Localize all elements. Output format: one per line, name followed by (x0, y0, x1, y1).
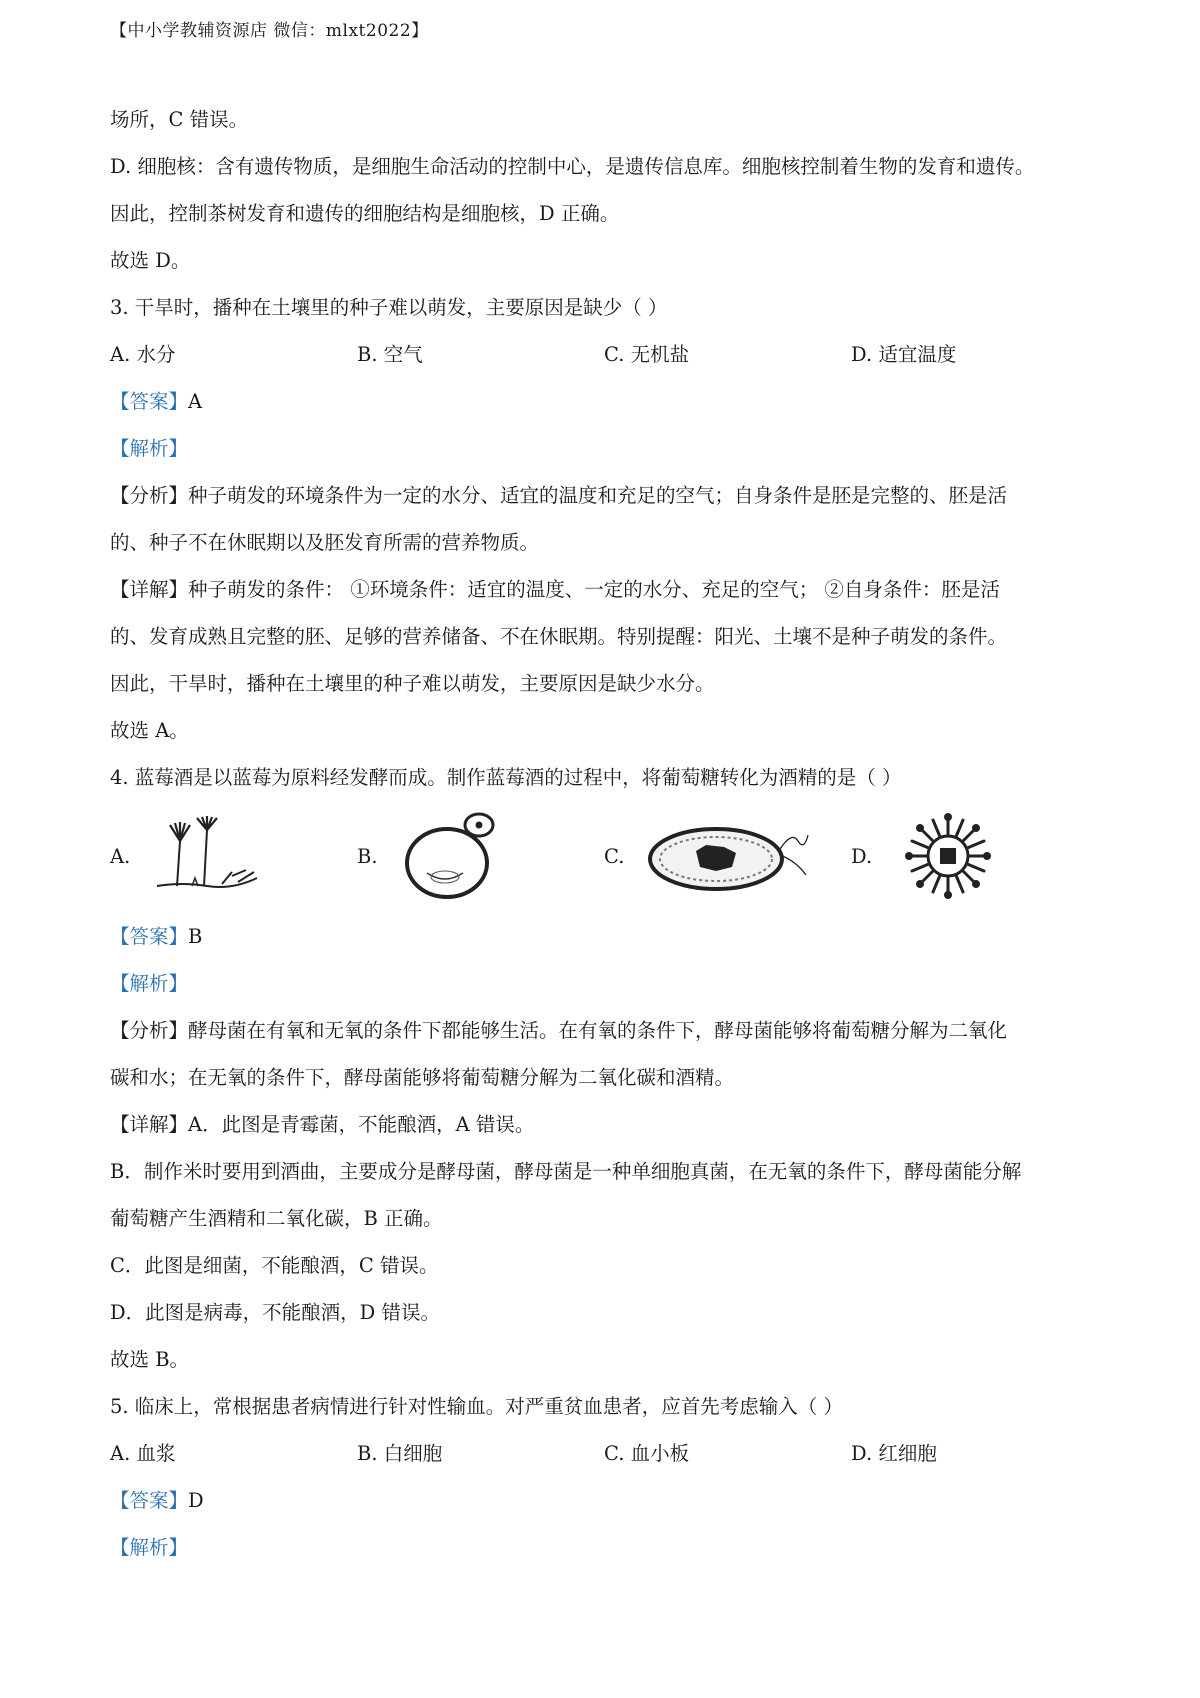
analysis-heading (110, 960, 1100, 1007)
xiangjie-line (110, 566, 1100, 613)
yeast-icon (399, 811, 509, 901)
image-option-b (357, 811, 604, 901)
xiangjie-line: 因此，干旱时，播种在土壤里的种子难以萌发，主要原因是缺少水分。 (110, 672, 715, 695)
fenxi-text: 种子萌发的环境条件为一定的水分、适宜的温度和充足的空气；自身条件是胚是完整的、胚是活 (188, 484, 1008, 507)
watermark-header: 【中小学教辅资源店 微信：mlxt2022】 (110, 21, 429, 41)
text-line: 场所，C 错误。 (110, 108, 249, 131)
xiangjie-tag: 【详解】 (110, 578, 189, 601)
document-body (110, 96, 1100, 1571)
answer-tag: 【答案】 (110, 925, 189, 948)
analysis-tag: 【解析】 (110, 972, 189, 995)
xiangjie-text: 种子萌发的条件： ①环境条件：适宜的温度、一定的水分、充足的空气； ②自身条件：胚是活 (188, 578, 1000, 601)
option-c: C. 无机盐 (604, 343, 690, 366)
option-c: C. 血小板 (604, 1442, 690, 1465)
answer-line (110, 913, 1100, 960)
xiangjie-tag: 【详解】 (110, 1113, 189, 1136)
fenxi-line (110, 472, 1100, 519)
question-5-options (110, 1430, 1100, 1477)
image-option-c (604, 811, 851, 901)
analysis-heading (110, 1524, 1100, 1571)
xiangjie-text: A．此图是青霉菌，不能酿酒，A 错误。 (188, 1113, 535, 1136)
fenxi-text: 酵母菌在有氧和无氧的条件下都能够生活。在有氧的条件下，酵母菌能够将葡萄糖分解为二氧化 (188, 1019, 1008, 1042)
answer-value: D (188, 1489, 204, 1512)
option-b: B. 空气 (357, 343, 423, 366)
option-label: B. (357, 844, 378, 868)
fenxi-line (110, 1007, 1100, 1054)
fenxi-line: 的、种子不在休眠期以及胚发育所需的营养物质。 (110, 531, 540, 554)
option-label: C. (604, 844, 625, 868)
text-line: 故选 D。 (110, 249, 191, 272)
question-3-options (110, 331, 1100, 378)
question-4-image-options (110, 801, 1100, 911)
option-b: B. 白细胞 (357, 1442, 443, 1465)
option-d: D. 红细胞 (851, 1442, 937, 1465)
text-line: 因此，控制茶树发育和遗传的细胞结构是细胞核，D 正确。 (110, 202, 620, 225)
answer-value: A (188, 390, 203, 413)
image-option-d (851, 811, 1098, 901)
option-label: A. (110, 844, 131, 868)
conclusion-line: 故选 B。 (110, 1348, 190, 1371)
text-line: D. 细胞核：含有遗传物质，是细胞生命活动的控制中心，是遗传信息库。细胞核控制着生物的发育和遗传。 (110, 155, 1035, 178)
answer-value: B (188, 925, 203, 948)
answer-line (110, 1477, 1100, 1524)
conclusion-line: 故选 A。 (110, 719, 189, 742)
answer-tag: 【答案】 (110, 1489, 189, 1512)
detail-line: D．此图是病毒，不能酿酒，D 错误。 (110, 1301, 440, 1324)
xiangjie-line (110, 1101, 1100, 1148)
penicillium-icon (152, 816, 262, 896)
fenxi-line: 碳和水；在无氧的条件下，酵母菌能够将葡萄糖分解为二氧化碳和酒精。 (110, 1066, 735, 1089)
question-5-stem: 5. 临床上，常根据患者病情进行针对性输血。对严重贫血患者，应首先考虑输入（ ） (110, 1395, 844, 1418)
analysis-heading (110, 425, 1100, 472)
question-4-stem: 4. 蓝莓酒是以蓝莓为原料经发酵而成。制作蓝莓酒的过程中，将葡萄糖转化为酒精的是（ ） (110, 766, 902, 789)
bacterium-icon (646, 811, 816, 901)
detail-line: 葡萄糖产生酒精和二氧化碳，B 正确。 (110, 1207, 443, 1230)
analysis-tag: 【解析】 (110, 437, 189, 460)
detail-line: C．此图是细菌，不能酿酒，C 错误。 (110, 1254, 439, 1277)
fenxi-tag: 【分析】 (110, 1019, 189, 1042)
detail-line: B．制作米时要用到酒曲，主要成分是酵母菌，酵母菌是一种单细胞真菌，在无氧的条件下，酵母菌能分解 (110, 1160, 1022, 1183)
option-a: A. 血浆 (110, 1442, 176, 1465)
question-3-stem: 3. 干旱时，播种在土壤里的种子难以萌发，主要原因是缺少（ ） (110, 296, 668, 319)
fenxi-tag: 【分析】 (110, 484, 189, 507)
option-d: D. 适宜温度 (851, 343, 957, 366)
answer-tag: 【答案】 (110, 390, 189, 413)
virus-icon (893, 811, 1003, 901)
option-a: A. 水分 (110, 343, 176, 366)
option-label: D. (851, 844, 873, 868)
analysis-tag: 【解析】 (110, 1536, 189, 1559)
image-option-a (110, 816, 357, 896)
xiangjie-line: 的、发育成熟且完整的胚、足够的营养储备、不在休眠期。特别提醒：阳光、土壤不是种子萌发的条件。 (110, 625, 1008, 648)
answer-line (110, 378, 1100, 425)
